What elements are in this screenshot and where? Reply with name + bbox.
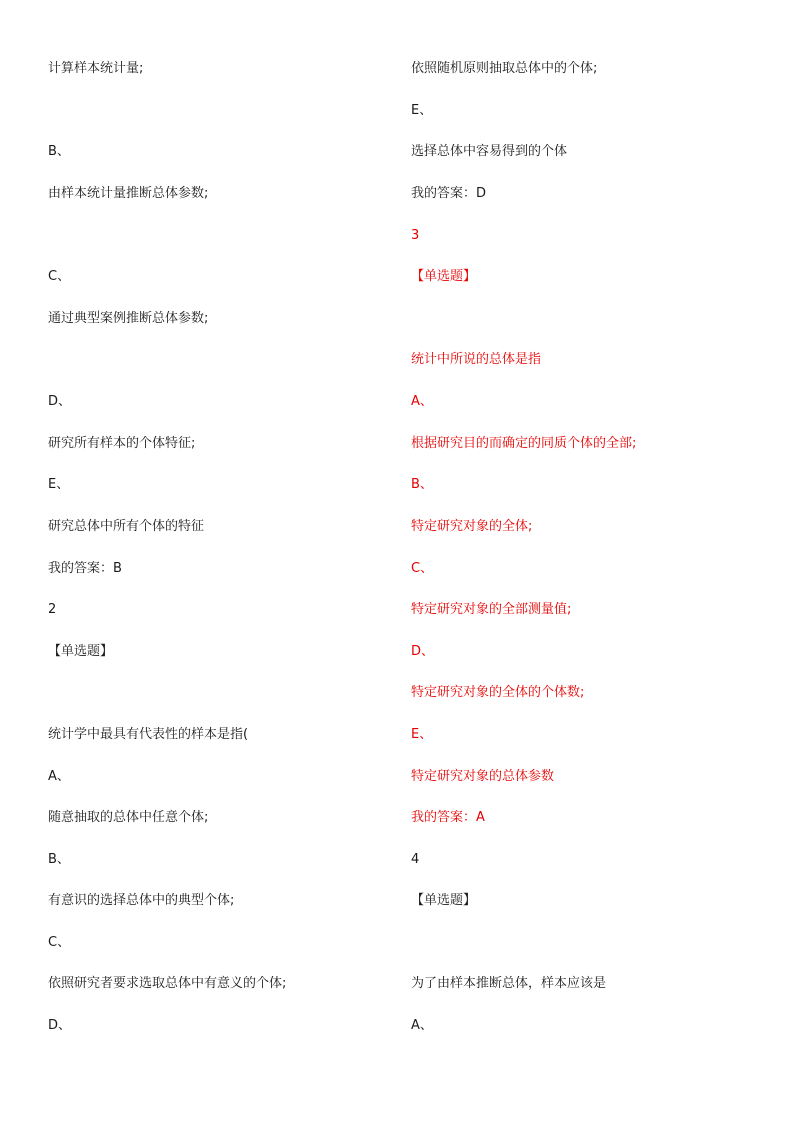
q1-option-a-text: 计算样本统计量; [48,61,144,76]
q4-number: 4 [411,852,420,867]
q3-number: 3 [411,228,420,243]
q3-option-a-text: 根据研究目的而确定的同质个体的全部; [411,436,637,451]
q2-option-d-text: 依照随机原则抽取总体中的个体; [411,61,598,76]
q2-question-text: 统计学中最具有代表性的样本是指( [48,727,249,742]
q2-option-a-text: 随意抽取的总体中任意个体; [48,810,209,825]
q3-option-e-text: 特定研究对象的总体参数 [411,769,555,784]
q3-option-a-label: A、 [411,394,433,409]
q3-option-c-text: 特定研究对象的全部测量值; [411,602,572,617]
q1-option-e-label: E、 [48,477,70,492]
q4-type-label: 【单选题】 [411,893,477,908]
q1-option-e-text: 研究总体中所有个体的特征 [48,519,205,534]
q2-option-a-label: A、 [48,769,70,784]
q3-question-text: 统计中所说的总体是指 [411,352,542,367]
q3-my-answer: 我的答案：A [411,810,485,825]
q4-option-a-label: A、 [411,1018,433,1033]
q2-option-b-label: B、 [48,852,70,867]
q1-option-b-text: 由样本统计量推断总体参数; [48,186,209,201]
q2-option-d-label: D、 [48,1018,72,1033]
q1-option-c-text: 通过典型案例推断总体参数; [48,311,209,326]
q3-option-e-label: E、 [411,727,433,742]
q3-type-label: 【单选题】 [411,269,477,284]
q3-option-b-text: 特定研究对象的全体; [411,519,533,534]
q1-my-answer: 我的答案：B [48,561,122,576]
q2-option-c-label: C、 [48,935,71,950]
q2-option-b-text: 有意识的选择总体中的典型个体; [48,893,235,908]
q1-option-b-label: B、 [48,144,70,159]
q2-my-answer: 我的答案：D [411,186,487,201]
q3-option-d-label: D、 [411,644,435,659]
q2-number: 2 [48,602,57,617]
q2-type-label: 【单选题】 [48,644,114,659]
q2-option-e-text: 选择总体中容易得到的个体 [411,144,568,159]
q1-option-c-label: C、 [48,269,71,284]
q3-option-b-label: B、 [411,477,433,492]
q4-question-text: 为了由样本推断总体，样本应该是 [411,976,607,991]
q3-option-d-text: 特定研究对象的全体的个体数; [411,685,585,700]
q1-option-d-label: D、 [48,394,72,409]
q2-option-c-text: 依照研究者要求选取总体中有意义的个体; [48,976,287,991]
q2-option-e-label: E、 [411,103,433,118]
q1-option-d-text: 研究所有样本的个体特征; [48,436,196,451]
q3-option-c-label: C、 [411,561,434,576]
